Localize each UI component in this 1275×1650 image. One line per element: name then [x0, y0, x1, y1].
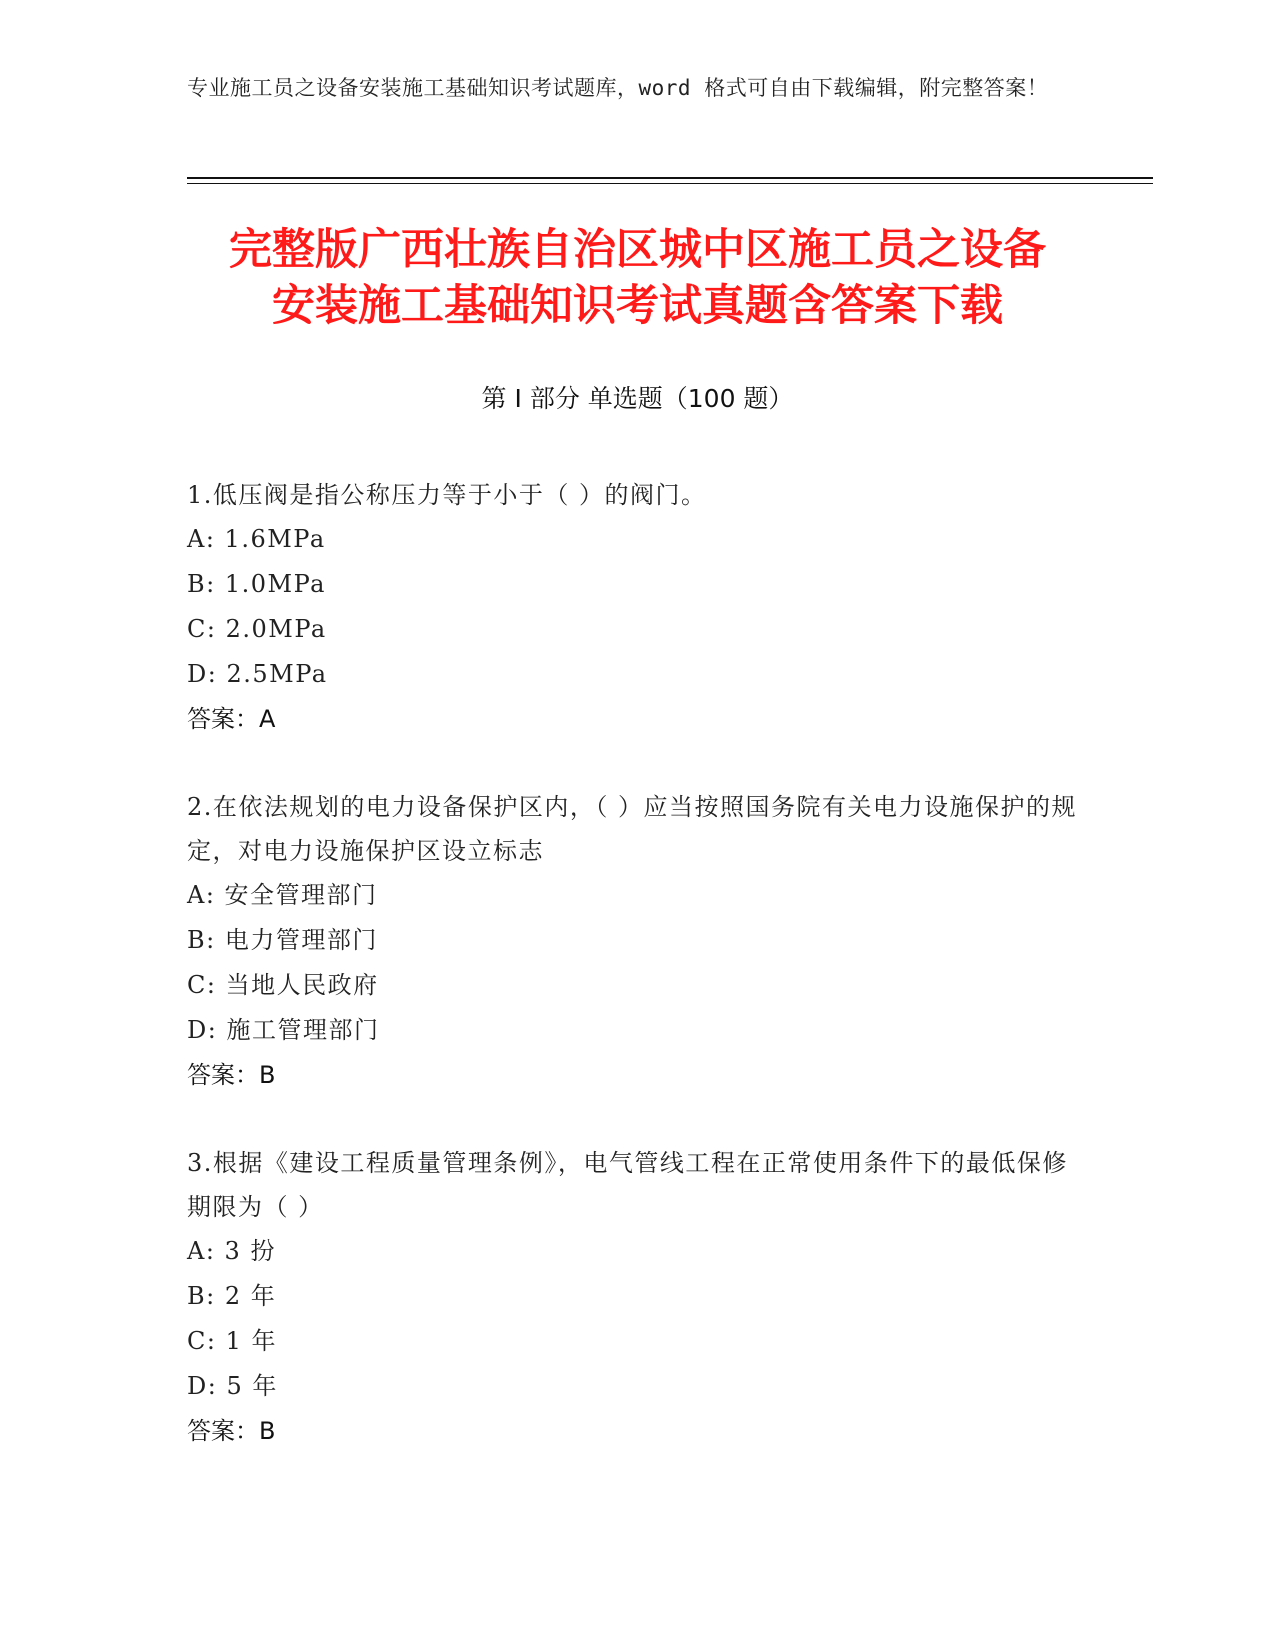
option-d: D: 5 年 [187, 1372, 278, 1400]
section-heading: 第 I 部分 单选题（100 题） [481, 384, 794, 413]
option-c: C: 1 年 [187, 1327, 277, 1355]
question-stem: 3.根据《建设工程质量管理条例》，电气管线工程在正常使用条件下的最低保修期限为（ ） [187, 1149, 1068, 1221]
document-title-line-2: 安装施工基础知识考试真题含答案下载 [272, 281, 1003, 331]
option-b: B: 电力管理部门 [187, 926, 378, 954]
answer-label: 答案：B [187, 1417, 276, 1445]
option-d: D: 施工管理部门 [187, 1016, 380, 1044]
question-1 [187, 473, 1087, 742]
question-list [187, 473, 1087, 1497]
option-a: A: 安全管理部门 [187, 881, 378, 909]
option-b: B: 2 年 [187, 1282, 277, 1310]
header-note: 专业施工员之设备安装施工基础知识考试题库，word 格式可自由下载编辑，附完整答案！ [187, 76, 1049, 100]
answer-label: 答案：A [187, 705, 276, 733]
document-title [150, 222, 1125, 334]
header-divider-thick [187, 177, 1153, 179]
question-stem: 1.低压阀是指公称压力等于小于（ ）的阀门。 [187, 481, 707, 509]
option-c: C: 当地人民政府 [187, 971, 379, 999]
option-d: D: 2.5MPa [187, 660, 328, 688]
question-stem: 2.在依法规划的电力设备保护区内，（ ）应当按照国务院有关电力设施保护的规定，对电力设施保护区设立标志 [187, 793, 1078, 865]
option-c: C: 2.0MPa [187, 615, 327, 643]
document-title-line-1: 完整版广西壮族自治区城中区施工员之设备 [229, 225, 1046, 275]
answer-label: 答案：B [187, 1061, 276, 1089]
option-b: B: 1.0MPa [187, 570, 326, 598]
question-2 [187, 785, 1087, 1098]
question-3 [187, 1141, 1087, 1454]
header-divider-thin [187, 183, 1153, 184]
option-a: A: 1.6MPa [187, 525, 326, 553]
option-a: A: 3 扮 [187, 1237, 276, 1265]
